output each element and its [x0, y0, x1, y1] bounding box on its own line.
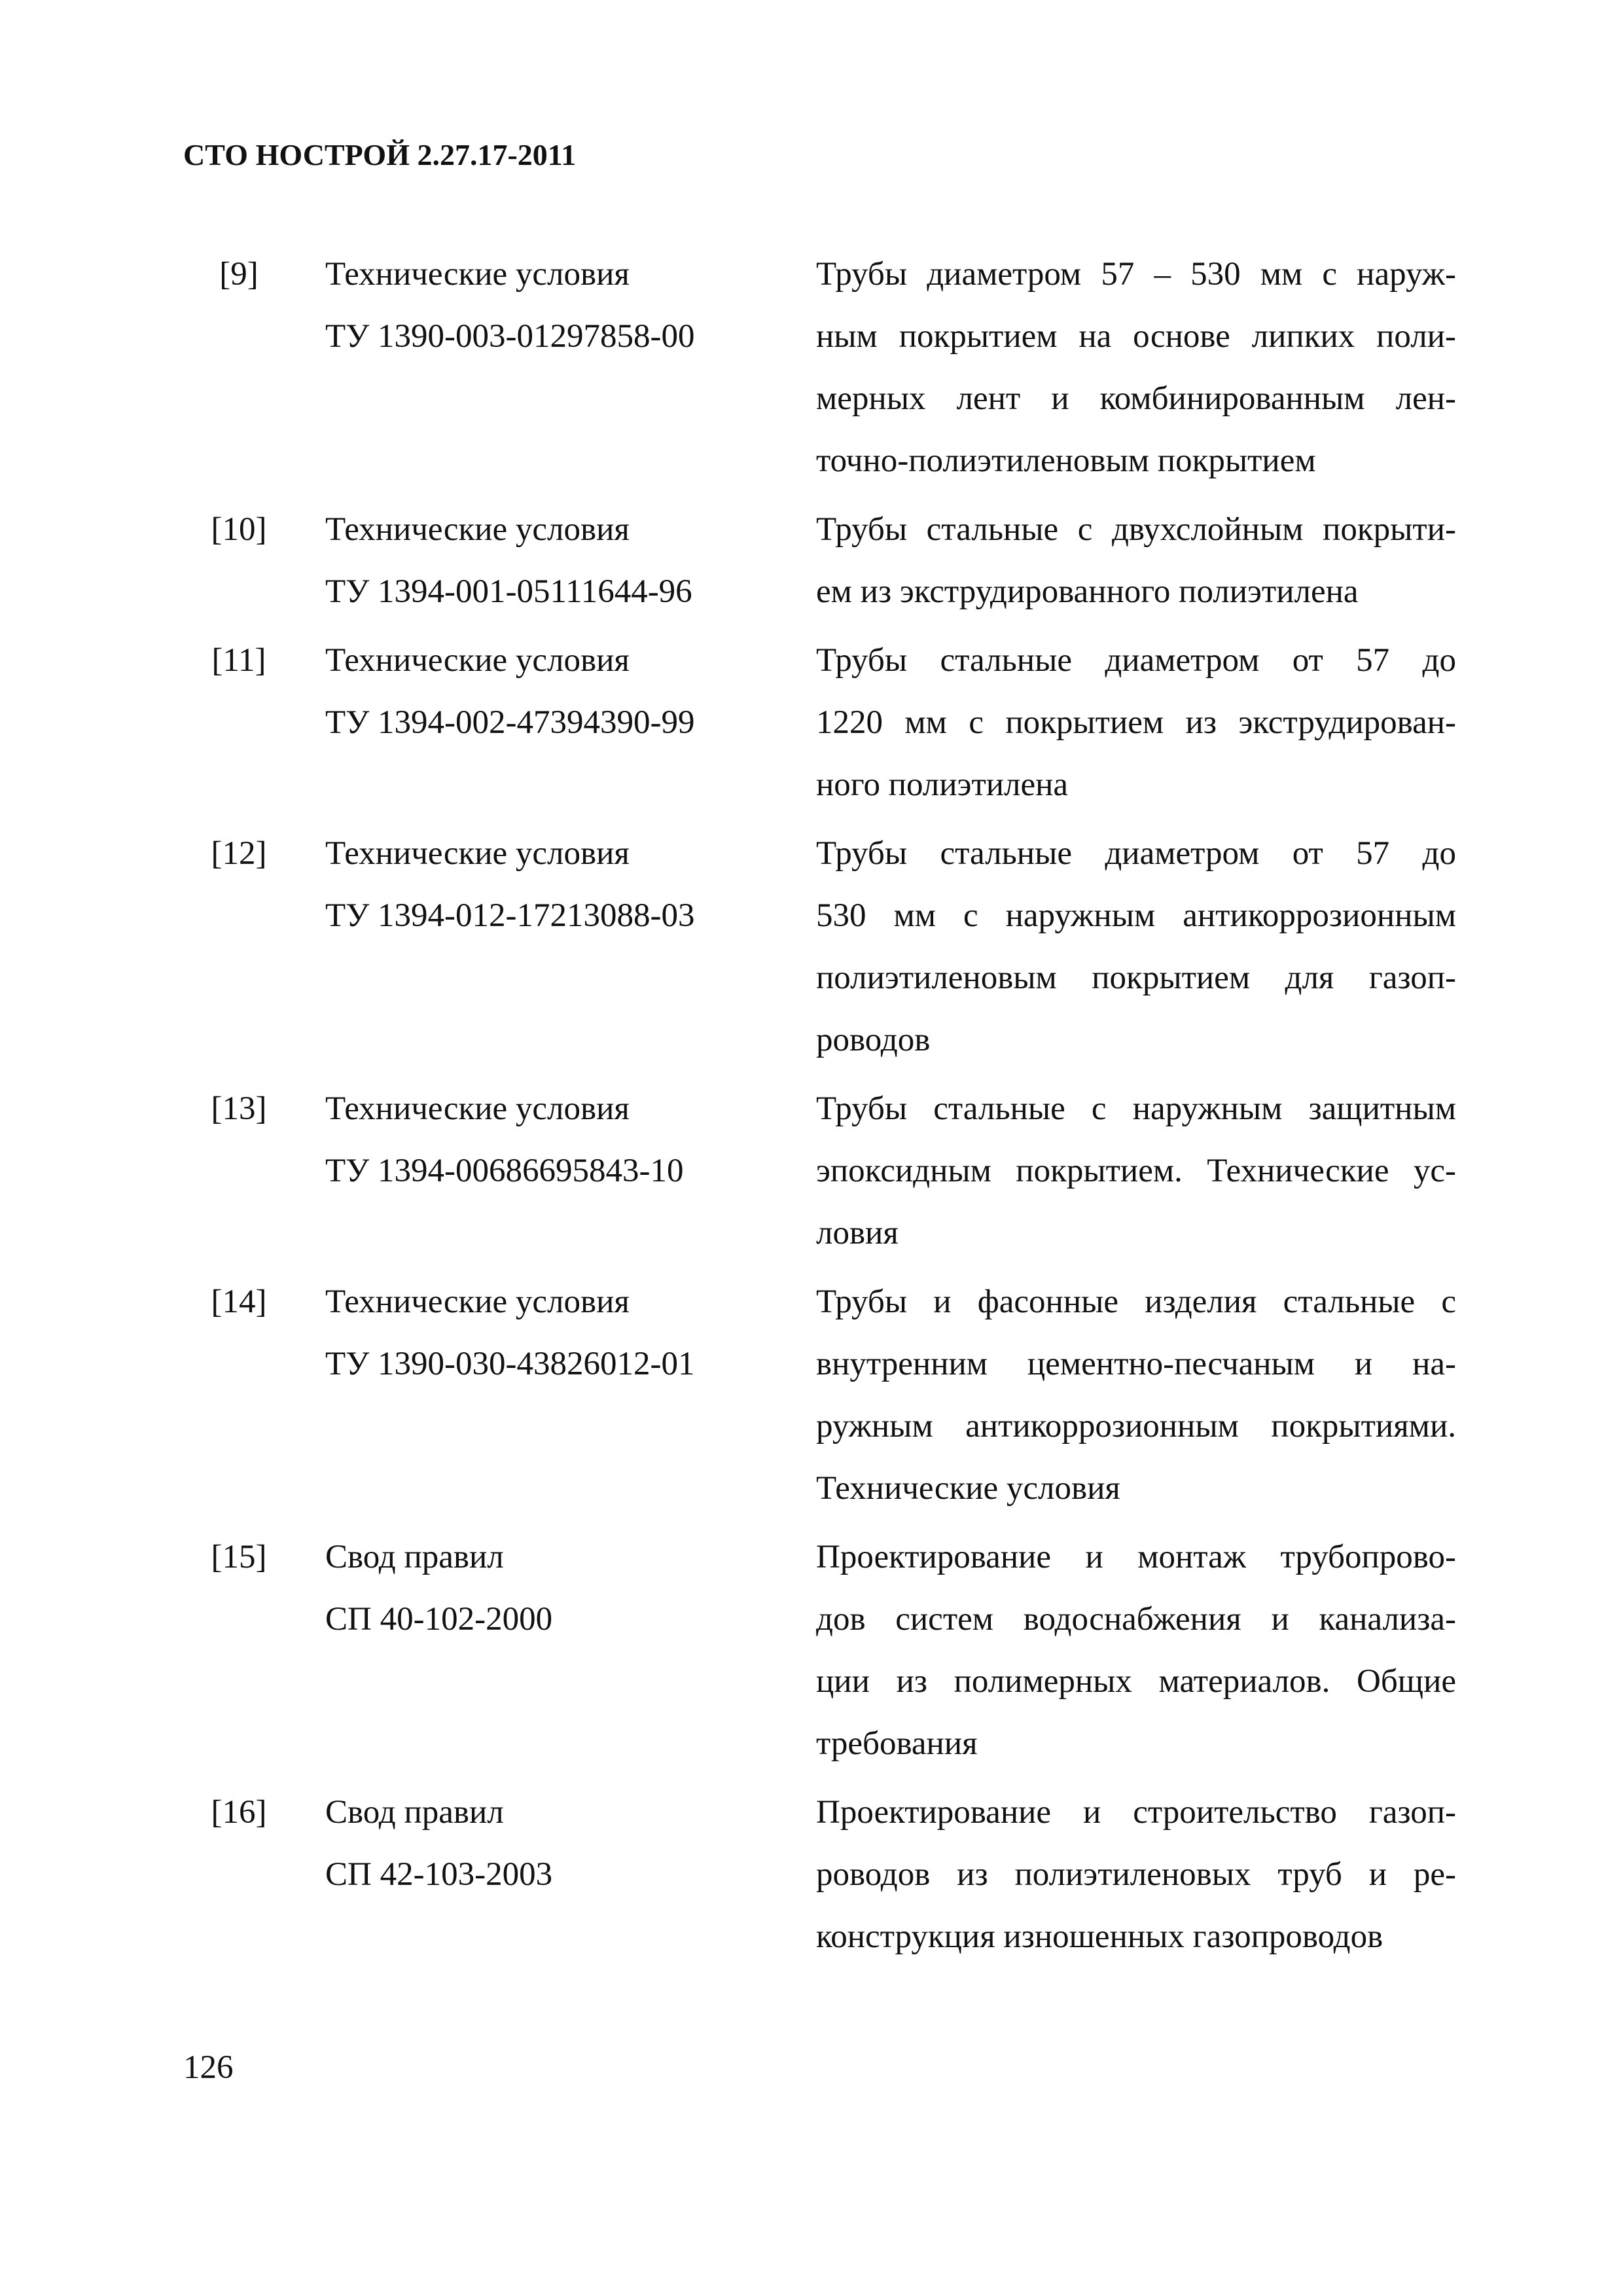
- reference-code: ТУ 1394-00686695843-10: [325, 1153, 684, 1189]
- reference-title: [816, 1078, 1456, 1265]
- page-number: 126: [183, 2049, 234, 2086]
- reference-designation: [325, 630, 810, 754]
- title-line: ружным антикоррозионным покрытиями.: [816, 1408, 1456, 1444]
- reference-title: [816, 243, 1456, 492]
- reference-number: [9]: [219, 256, 259, 293]
- reference-entry: [0, 823, 1623, 1071]
- title-line: ем из экструдированного полиэтилена: [816, 573, 1359, 610]
- reference-code: ТУ 1390-003-01297858-00: [325, 318, 695, 355]
- reference-kind: Технические условия: [325, 1283, 630, 1320]
- title-line: роводов: [816, 1022, 931, 1058]
- reference-entry: [0, 499, 1623, 623]
- title-line: 1220 мм с покрытием из экструдирован-: [816, 704, 1456, 741]
- reference-title: [816, 1782, 1456, 1968]
- reference-kind: Технические условия: [325, 835, 630, 872]
- title-line: 530 мм с наружным антикоррозионным: [816, 897, 1456, 934]
- running-header: СТО НОСТРОЙ 2.27.17-2011: [183, 138, 577, 171]
- title-line: внутренним цементно-песчаным и на-: [816, 1346, 1456, 1382]
- title-line: полиэтиленовым покрытием для газоп-: [816, 960, 1456, 996]
- reference-designation: [325, 499, 810, 623]
- title-line: точно-полиэтиленовым покрытием: [816, 442, 1316, 479]
- reference-kind: Технические условия: [325, 1090, 630, 1127]
- reference-designation: [325, 823, 810, 947]
- reference-code: ТУ 1394-002-47394390-99: [325, 704, 695, 741]
- reference-kind: Технические условия: [325, 511, 630, 548]
- title-line: ловия: [816, 1215, 899, 1251]
- reference-designation: [325, 1271, 810, 1395]
- reference-code: ТУ 1394-001-05111644-96: [325, 573, 692, 610]
- reference-code: ТУ 1390-030-43826012-01: [325, 1346, 695, 1382]
- title-line: Трубы и фасонные изделия стальные с: [816, 1283, 1456, 1320]
- title-line: Трубы диаметром 57 – 530 мм с наруж-: [816, 256, 1456, 293]
- reference-title: [816, 499, 1456, 623]
- title-line: роводов из полиэтиленовых труб и ре-: [816, 1856, 1456, 1893]
- reference-designation: [325, 1078, 810, 1202]
- reference-entry: [0, 1078, 1623, 1265]
- title-line: Технические условия: [816, 1470, 1120, 1507]
- title-line: требования: [816, 1725, 978, 1762]
- reference-kind: Свод правил: [325, 1539, 504, 1575]
- title-line: дов систем водоснабжения и канализа-: [816, 1601, 1456, 1638]
- title-line: ным покрытием на основе липких поли-: [816, 318, 1456, 355]
- reference-entry: [0, 630, 1623, 816]
- reference-kind: Технические условия: [325, 256, 630, 293]
- reference-number: [15]: [211, 1539, 267, 1575]
- reference-code: СП 42-103-2003: [325, 1856, 553, 1893]
- reference-code: ТУ 1394-012-17213088-03: [325, 897, 695, 934]
- reference-designation: [325, 1526, 810, 1651]
- reference-title: [816, 823, 1456, 1071]
- reference-entry: [0, 1271, 1623, 1520]
- reference-entry: [0, 1782, 1623, 1968]
- title-line: Трубы стальные с двухслойным покрыти-: [816, 511, 1456, 548]
- reference-title: [816, 630, 1456, 816]
- reference-entry: [0, 1526, 1623, 1775]
- reference-kind: Технические условия: [325, 642, 630, 679]
- reference-number: [12]: [211, 835, 267, 872]
- reference-number: [14]: [211, 1283, 267, 1320]
- title-line: Трубы стальные диаметром от 57 до: [816, 642, 1456, 679]
- title-line: мерных лент и комбинированным лен-: [816, 380, 1456, 417]
- reference-number: [10]: [211, 511, 267, 548]
- reference-code: СП 40-102-2000: [325, 1601, 553, 1638]
- title-line: эпоксидным покрытием. Технические ус-: [816, 1153, 1456, 1189]
- title-line: ции из полимерных материалов. Общие: [816, 1663, 1456, 1700]
- title-line: конструкция изношенных газопроводов: [816, 1918, 1383, 1955]
- reference-number: [11]: [211, 642, 266, 679]
- reference-designation: [325, 243, 810, 368]
- reference-number: [16]: [211, 1794, 267, 1831]
- title-line: Проектирование и монтаж трубопрово-: [816, 1539, 1456, 1575]
- reference-designation: [325, 1782, 810, 1906]
- title-line: Трубы стальные с наружным защитным: [816, 1090, 1456, 1127]
- title-line: Трубы стальные диаметром от 57 до: [816, 835, 1456, 872]
- bibliography-list: [0, 243, 1623, 1968]
- title-line: Проектирование и строительство газоп-: [816, 1794, 1456, 1831]
- reference-title: [816, 1526, 1456, 1775]
- reference-title: [816, 1271, 1456, 1520]
- title-line: ного полиэтилена: [816, 766, 1069, 803]
- reference-kind: Свод правил: [325, 1794, 504, 1831]
- reference-entry: [0, 243, 1623, 492]
- reference-number: [13]: [211, 1090, 267, 1127]
